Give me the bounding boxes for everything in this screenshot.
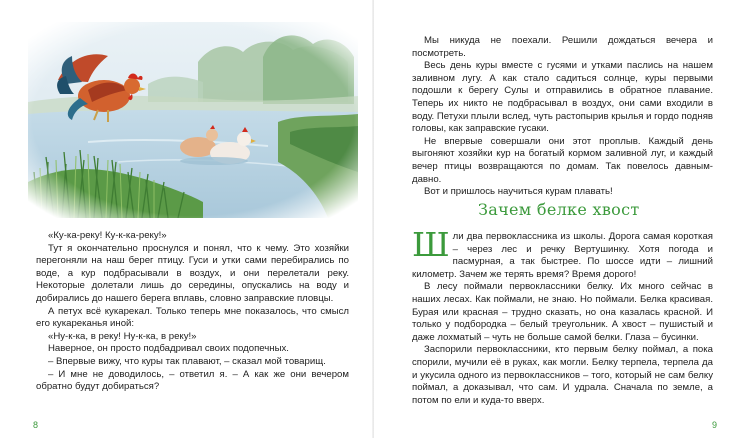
paragraph: Тут я окончательно проснулся и понял, что к чему. Это хозяйки перегоняли на наш берег птицу. Гуси и утки сами перебирались по воде, а кур подбрасывали в воздух, и они перелетали реку. Некоторые долетали лишь до середины, опускались на воду и добирались до нашего берега вплавь, словно заправские пловцы. <box>36 242 349 304</box>
paragraph: – И мне не доводилось, – ответил я. – А как же они вечером обратно будут добираться? <box>36 368 349 393</box>
first-paragraph-text: ли два первоклассника из школы. Дорога самая короткая – через лес и речку Вертушинку. Хотя погода и пасмурная, а так быстрее. По шоссе идти – лишний километр. Зачем же терять время? Время дорого! <box>412 231 713 280</box>
paragraph: – Впервые вижу, что куры так плавают, – сказал мой товарищ. <box>48 355 326 367</box>
first-paragraph <box>412 225 713 281</box>
paragraph: А петух всё кукарекал. Только теперь мне показалось, что смысл его кукареканья иной: <box>36 305 349 330</box>
chapter-title: Зачем белке хвост <box>478 200 640 219</box>
chapter-text <box>412 225 713 407</box>
right-page-top-text <box>412 35 713 199</box>
paragraph: Не впервые совершали они этот проплыв. Каждый день выгоняют хозяйки кур на богатый кормом заливной луг, и каждый вечер птицы возвращаются по домам. Так повелось давным-давно. <box>412 135 713 185</box>
paragraph: Заспорили первоклассники, кто первым белку поймал, а пока спорили, мучили её в руках, как могли. Белку терпела, терпела да и укусила одного из первоклассников – того, который не сам белку поймал, а доказывал, что сам. И удрала. Сначала по земле, а потом по ели и куда-то вверх. <box>412 344 713 406</box>
paragraph: В лесу поймали первоклассники белку. Их много сейчас в наших лесах. Как поймали, не знаю. Но поймали. Белка красивая. Бурая или красная – трудно сказать, но она казалась красной. И только у подбородка – белый треугольник. А хвост – пушистый и даже лохматый – чуть не больше самой белки. Глаза – бусинки. <box>412 281 713 343</box>
rooster-river-illustration <box>28 22 358 218</box>
left-page-text <box>36 230 349 394</box>
paragraph: Мы никуда не поехали. Решили дождаться вечера и посмотреть. <box>412 35 713 59</box>
paragraph: «Ку-ка-реку! Ку-к-ка-реку!» <box>48 230 167 241</box>
paragraph: «Ну-к-ка, в реку! Ну-к-ка, в реку!» <box>48 330 197 342</box>
page-number-right: 9 <box>712 420 718 430</box>
page-number-left: 8 <box>33 420 39 430</box>
drop-cap: Ш <box>412 225 450 264</box>
paragraph: Наверное, он просто подбадривал своих подопечных. <box>48 343 289 355</box>
paragraph: Вот и пришлось научиться курам плавать! <box>424 186 613 198</box>
paragraph: Весь день куры вместе с гусями и утками паслись на нашем заливном лугу. А как стало садиться солнце, куры первыми подошли к берегу Сулы и отправились в обратное плавание. Теперь их никто не подбрасывал в воздух, они сами входили в воду. Петухи плыли вслед, чуть растопырив крылья и гордо подняв головы, как заправские гусаки. <box>412 60 713 135</box>
